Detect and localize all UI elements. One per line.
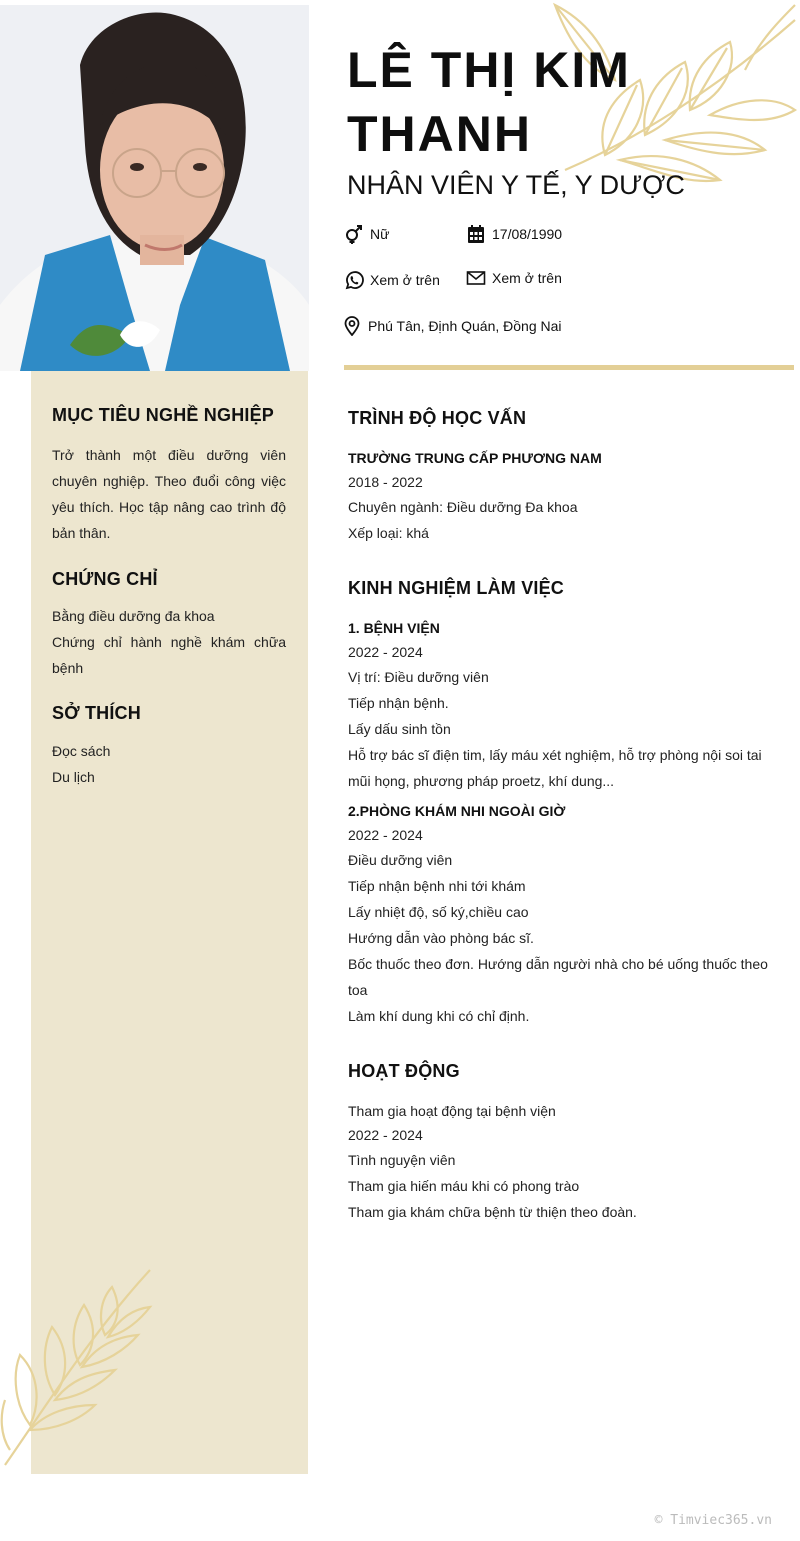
leaf-decoration-bottom: [0, 1265, 160, 1475]
job-line: Tiếp nhận bệnh nhi tới khám: [348, 878, 526, 894]
certificates-title: CHỨNG CHỈ: [52, 569, 158, 589]
education-rank: Xếp loại: khá: [348, 525, 429, 541]
phone-info: [344, 270, 440, 290]
certificate-item: Bằng điều dưỡng đa khoa: [52, 608, 215, 624]
experience-title: KINH NGHIỆM LÀM VIỆC: [348, 578, 565, 598]
birthday-info: [466, 224, 562, 244]
hobbies-title: SỞ THÍCH: [52, 703, 141, 723]
activity-line: Tham gia hiến máu khi có phong trào: [348, 1178, 580, 1194]
job-line: Vị trí: Điều dưỡng viên: [348, 669, 489, 685]
certificate-item: Chứng chỉ hành nghề khám chữa bệnh: [52, 634, 286, 676]
email-value: Xem ở trên: [492, 270, 562, 286]
job-line: Điều dưỡng viên: [348, 852, 453, 868]
objective-title: MỤC TIÊU NGHỀ NGHIỆP: [52, 405, 275, 425]
gender-icon: [344, 224, 364, 244]
address-value: Phú Tân, Định Quán, Đồng Nai: [368, 318, 562, 334]
mail-icon: [466, 268, 486, 288]
job-line: Làm khí dung khi có chỉ định.: [348, 1008, 530, 1024]
phone-value: Xem ở trên: [370, 272, 440, 288]
gender-info: [344, 224, 389, 244]
location-pin-icon: [342, 316, 362, 336]
education-years: 2018 - 2022: [348, 474, 423, 490]
email-info: [466, 268, 562, 288]
education-major: Chuyên ngành: Điều dưỡng Đa khoa: [348, 499, 578, 515]
job-line: Hướng dẫn vào phòng bác sĩ.: [348, 930, 534, 946]
job-title: NHÂN VIÊN Y TẾ, Y DƯỢC: [347, 170, 685, 200]
whatsapp-icon: [344, 270, 364, 290]
job-years: 2022 - 2024: [348, 644, 423, 660]
activity-line: Tình nguyện viên: [348, 1152, 456, 1168]
job-years: 2022 - 2024: [348, 827, 423, 843]
address-info: [342, 316, 562, 336]
education-title: TRÌNH ĐỘ HỌC VẤN: [348, 408, 527, 428]
activities-title: HOẠT ĐỘNG: [348, 1061, 460, 1081]
activity-years: 2022 - 2024: [348, 1127, 423, 1143]
activity-line: Tham gia khám chữa bệnh từ thiện theo đoàn.: [348, 1204, 637, 1220]
job-line: Tiếp nhận bệnh.: [348, 695, 449, 711]
hobby-item: Du lịch: [52, 769, 95, 785]
birthday-value: 17/08/1990: [492, 226, 563, 242]
hobby-item: Đọc sách: [52, 743, 111, 759]
job-line: Bốc thuốc theo đơn. Hướng dẫn người nhà cho bé uống thuốc theo toa: [348, 956, 768, 998]
gender-value: Nữ: [370, 226, 390, 242]
footer-watermark: © Timviec365.vn: [654, 1513, 772, 1528]
header-divider: [344, 365, 794, 370]
candidate-name: LÊ THỊ KIM THANH: [347, 42, 631, 162]
profile-photo: [0, 5, 309, 371]
school-name: TRƯỜNG TRUNG CẤP PHƯƠNG NAM: [348, 450, 602, 466]
job-line: Lấy nhiệt độ, số ký,chiều cao: [348, 904, 529, 920]
objective-text: Trở thành một điều dưỡng viên chuyên nghiệp. Theo đuổi công việc yêu thích. Học tập nâng cao trình độ bản thân.: [52, 447, 286, 541]
calendar-icon: [466, 224, 486, 244]
activity-org: Tham gia hoạt động tại bệnh viện: [348, 1103, 556, 1119]
job-line: Lấy dấu sinh tồn: [348, 721, 451, 737]
job-company: 2.PHÒNG KHÁM NHI NGOÀI GIỜ: [348, 803, 566, 819]
job-line: Hỗ trợ bác sĩ điện tim, lấy máu xét nghiệm, hỗ trợ phòng nội soi tai mũi họng, phương pháp proetz, khí dung...: [348, 747, 762, 789]
job-company: 1. BỆNH VIỆN: [348, 620, 440, 636]
